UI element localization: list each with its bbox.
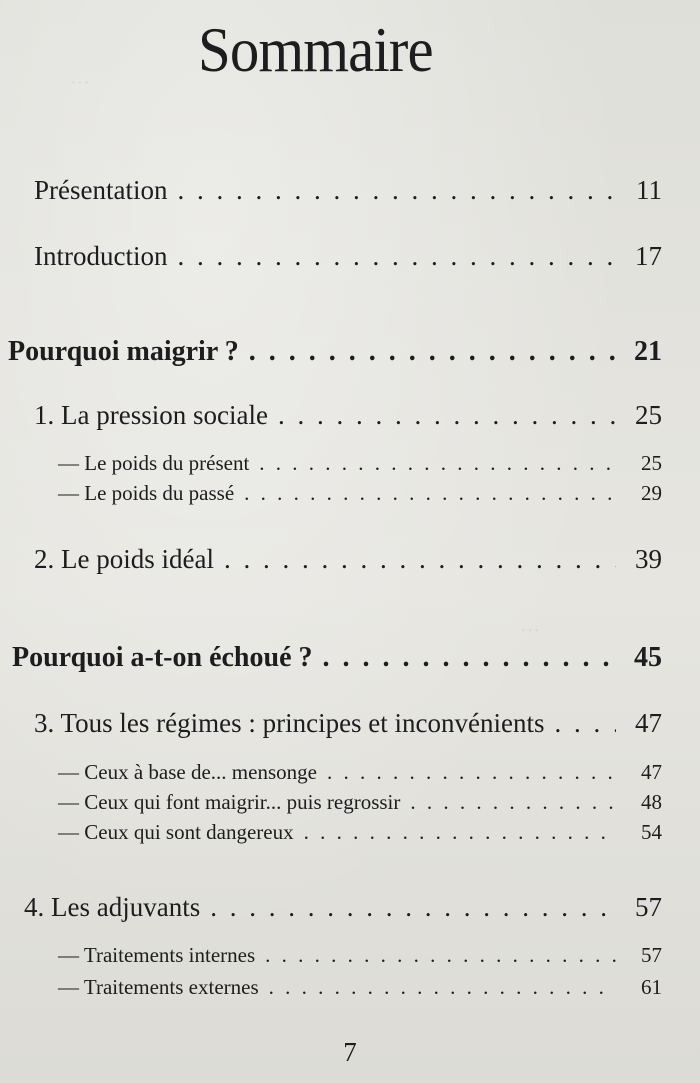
toc-subentry bbox=[58, 451, 662, 485]
toc-chapter-2 bbox=[34, 544, 662, 578]
toc-entry-page: 25 bbox=[641, 451, 662, 475]
toc-entry-label: 1. La pression sociale bbox=[34, 400, 268, 430]
toc-chapter-3 bbox=[34, 708, 662, 742]
toc-entry-label: — Le poids du passé bbox=[58, 481, 235, 505]
toc-entry-page: 17 bbox=[635, 241, 662, 271]
toc-entry-label: — Le poids du présent bbox=[58, 451, 250, 475]
toc-part-pourquoi-echoue bbox=[12, 642, 662, 676]
leader-dots bbox=[265, 943, 616, 968]
toc-entry-page: 54 bbox=[641, 820, 662, 844]
toc-entry-page: 11 bbox=[636, 175, 662, 205]
toc-part-pourquoi-maigrir bbox=[8, 336, 662, 370]
toc-entry-label: 2. Le poids idéal bbox=[34, 544, 214, 574]
toc-entry-label: — Traitements internes bbox=[58, 943, 256, 967]
leader-dots bbox=[259, 451, 616, 476]
toc-subentry bbox=[58, 760, 662, 794]
toc-entry-label: 3. Tous les régimes : principes et inconvénients bbox=[34, 708, 545, 738]
toc-entry-label: 4. Les adjuvants bbox=[24, 892, 201, 922]
toc-subentry bbox=[58, 975, 662, 1009]
toc-entry-label: Pourquoi maigrir ? bbox=[8, 336, 239, 367]
leader-dots bbox=[327, 760, 616, 785]
toc-entry-presentation bbox=[34, 175, 662, 209]
toc-entry-page: 29 bbox=[641, 481, 662, 505]
bleed-through-text: ··· bbox=[70, 72, 90, 94]
toc-chapter-4 bbox=[24, 892, 662, 926]
leader-dots bbox=[323, 642, 617, 674]
toc-entry-page: 57 bbox=[641, 943, 662, 967]
leader-dots bbox=[244, 481, 616, 506]
toc-entry-page: 47 bbox=[641, 760, 662, 784]
toc-entry-page: 57 bbox=[635, 892, 662, 922]
toc-entry-label: Introduction bbox=[34, 241, 168, 271]
toc-entry-label: — Ceux à base de... mensonge bbox=[58, 760, 317, 784]
toc-entry-label: Pourquoi a-t-on échoué ? bbox=[12, 642, 313, 673]
leader-dots bbox=[224, 544, 616, 575]
toc-entry-page: 25 bbox=[635, 400, 662, 430]
bleed-through-text: ··· bbox=[520, 620, 540, 642]
leader-dots bbox=[555, 708, 616, 739]
leader-dots bbox=[249, 336, 616, 368]
leader-dots bbox=[177, 241, 616, 272]
leader-dots bbox=[269, 975, 616, 1000]
leader-dots bbox=[210, 892, 616, 923]
leader-dots bbox=[410, 790, 616, 815]
toc-subentry bbox=[58, 820, 662, 854]
toc-subentry bbox=[58, 943, 662, 977]
toc-entry-label: — Ceux qui sont dangereux bbox=[58, 820, 294, 844]
toc-entry-page: 48 bbox=[641, 790, 662, 814]
toc-entry-page: 61 bbox=[641, 975, 662, 999]
leader-dots bbox=[278, 400, 616, 431]
toc-entry-page: 39 bbox=[635, 544, 662, 574]
toc-entry-page: 45 bbox=[634, 642, 662, 673]
leader-dots bbox=[177, 175, 616, 206]
leader-dots bbox=[304, 820, 616, 845]
toc-entry-label: — Ceux qui font maigrir... puis regrossir bbox=[58, 790, 401, 814]
toc-entry-introduction bbox=[34, 241, 662, 275]
toc-entry-page: 21 bbox=[634, 336, 662, 367]
toc-entry-page: 47 bbox=[635, 708, 662, 738]
page-title: Sommaire bbox=[198, 14, 433, 85]
toc-subentry bbox=[58, 481, 662, 515]
toc-entry-label: Présentation bbox=[34, 175, 168, 205]
toc-chapter-1 bbox=[34, 400, 662, 434]
toc-entry-label: — Traitements externes bbox=[58, 975, 259, 999]
page-number: 7 bbox=[343, 1037, 357, 1067]
toc-subentry bbox=[58, 790, 662, 824]
